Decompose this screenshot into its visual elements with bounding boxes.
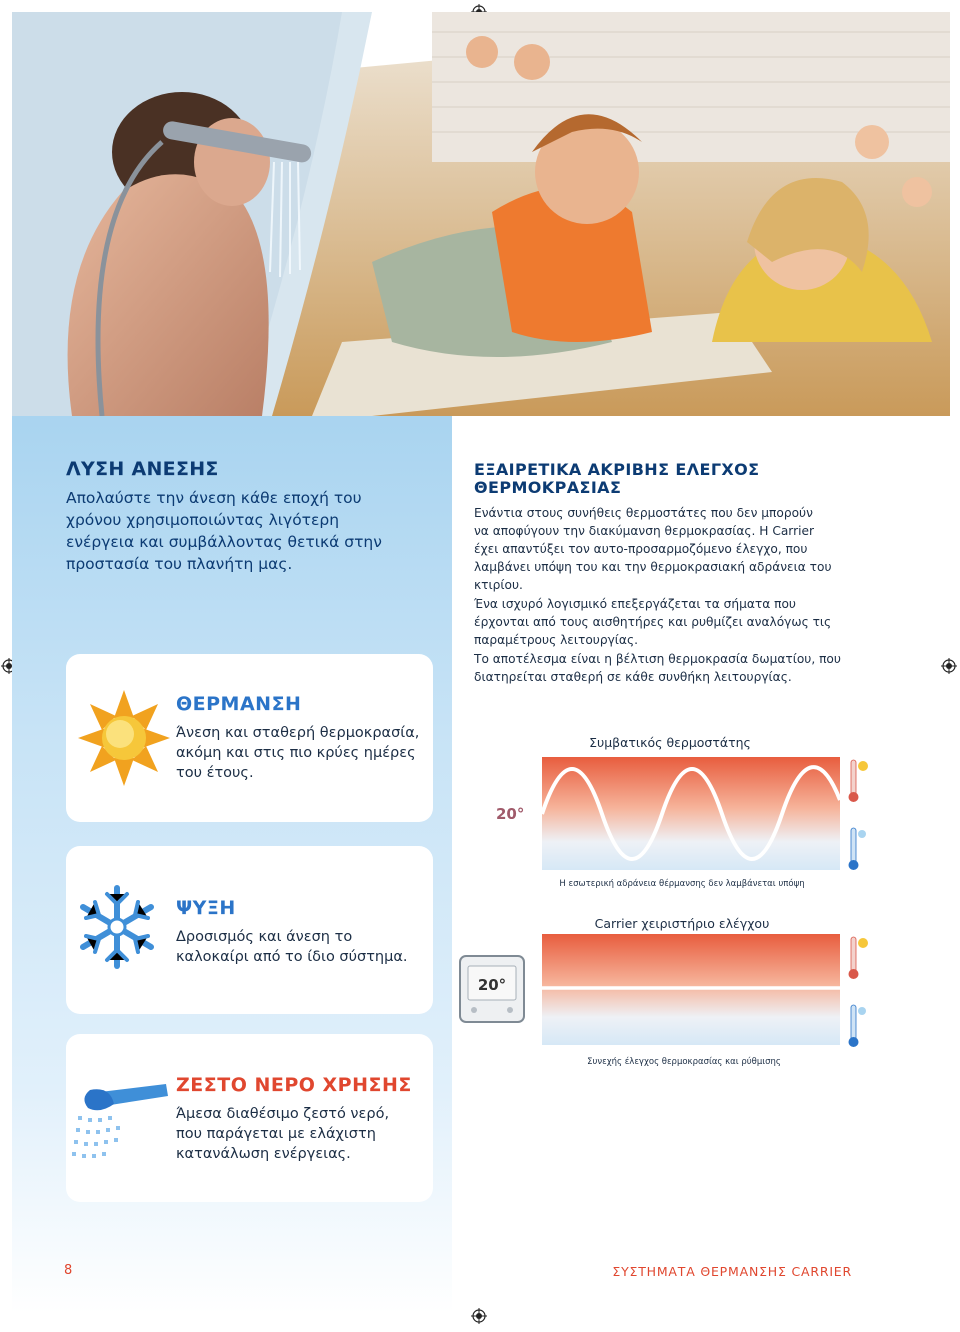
cooling-line: καλοκαίρι από το ίδιο σύστημα. [176,949,408,965]
cooling-text [176,927,408,967]
hero-photo [12,12,950,416]
hot-water-text [176,1104,389,1164]
controller-display: 20° [477,976,507,994]
conventional-temp-label: 20° [496,805,525,823]
conventional-caption: Η εσωτερική αδράνεια θέρμανσης δεν λαμβάνεται υπόψη [559,879,805,889]
text-line: Το αποτέλεσμα είναι η βέλτιση θερμοκρασία δωματίου, που [474,652,841,666]
conventional-gradient [542,757,840,870]
text-line: έρχονται από τους αισθητήρες και ρυθμίζει αναλόγως τις [474,615,832,629]
comfort-title: ΛΥΣΗ ΑΝΕΣΗΣ [66,458,219,480]
text-line: Ενάντια στους συνήθεις θερμοστάτες που δεν μπορούν [474,506,813,520]
comfort-line: ενέργεια και συμβάλλοντας θετικά στην [66,533,382,551]
cold-thermometer-icon [849,828,867,870]
text-line: διατηρείται σταθερή σε κάθε συνθήκη λειτουργίας. [474,670,792,684]
page-number: 8 [64,1263,73,1278]
text-line: κτιρίου. [474,578,523,592]
text-line: να αποφύγουν την διακύμανση θερμοκρασίας. Η Carrier [474,524,814,538]
title-line: ΕΞΑΙΡΕΤΙΚΑ ΑΚΡΙΒΗΣ ΕΛΕΓΧΟΣ [474,460,760,479]
comfort-text [66,487,386,575]
registration-mark-icon [941,658,957,674]
thermostat-comparison-diagram [456,720,896,1080]
comfort-line: χρόνου χρησιμοποιώντας λιγότερη [66,511,340,529]
heating-line: Άνεση και σταθερή θερμοκρασία, [176,725,420,741]
heating-line: ακόμη και στις πιο κρύες ημέρες [176,745,416,761]
registration-mark-icon [471,1308,487,1324]
snowflake-icon [74,884,160,970]
hot-thermometer-icon [849,937,869,979]
footer-brand: ΣΥΣΤΗΜΑΤΑ ΘΕΡΜΑΝΣΗΣ CARRIER [612,1264,852,1279]
text-line: έχει απαντύξει τον αυτο-προσαρμοζόμενο έλεγχο, που [474,542,808,556]
hot-water-line: κατανάλωση ενέργειας. [176,1146,351,1162]
text-line: παραμέτρους λειτουργίας. [474,633,638,647]
text-line: λαμβάνει υπόψη του και την θερμοκρασιακή αδράνεια του [474,560,832,574]
shower-head-icon [70,1080,170,1160]
comfort-line: Απολαύστε την άνεση κάθε εποχή του [66,489,362,507]
cooling-title: ΨΥΞΗ [176,897,236,919]
paragraph-3 [474,650,844,686]
carrier-title: Carrier χειριστήριο ελέγχου [594,916,770,931]
hot-water-line: Άμεσα διαθέσιμο ζεστό νερό, [176,1106,390,1122]
heating-text [176,723,419,783]
conventional-title: Συμβατικός θερμοστάτης [589,735,751,750]
heating-line: του έτους. [176,765,254,781]
cold-thermometer-icon [849,1005,867,1047]
sun-icon [76,688,172,788]
precise-control-title [474,461,874,497]
paragraph-1 [474,504,844,594]
cooling-line: Δροσισμός και άνεση το [176,929,353,945]
hot-thermometer-icon [849,760,869,802]
carrier-controller-icon[interactable] [460,956,524,1022]
carrier-caption: Συνεχής έλεγχος θερμοκρασίας και ρύθμισης [587,1057,781,1067]
title-line: ΘΕΡΜΟΚΡΑΣΙΑΣ [474,478,622,497]
hot-water-title: ΖΕΣΤΟ ΝΕΡΟ ΧΡΗΣΗΣ [176,1074,412,1096]
text-line: Ένα ισχυρό λογισμικό επεξεργάζεται τα σήματα που [474,597,796,611]
heating-title: ΘΕΡΜΑΝΣΗ [176,693,302,715]
comfort-line: προστασία του πλανήτη μας. [66,555,293,573]
hot-water-line: που παράγεται με ελάχιστη [176,1126,376,1142]
paragraph-2 [474,595,844,649]
